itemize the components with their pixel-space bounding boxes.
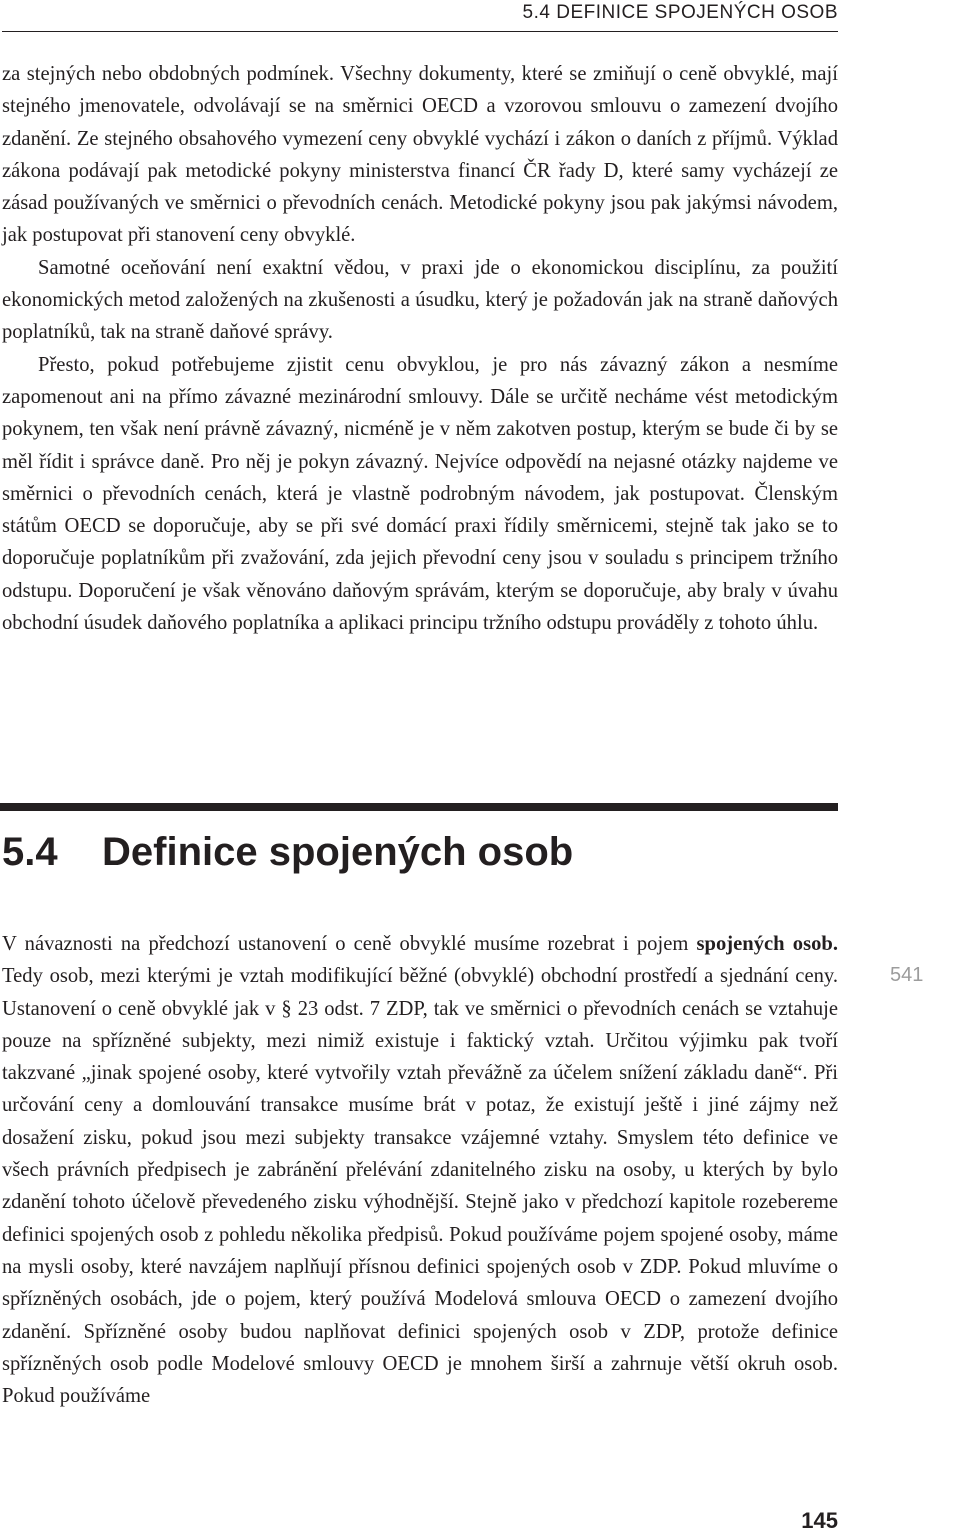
section-title: Definice spojených osob	[102, 830, 574, 874]
body-text-top	[2, 58, 838, 639]
paragraph-rest: Tedy osob, mezi kterými je vztah modifikující běžné (obvyklé) obchodní prostředí a sjednání ceny. Ustanovení o ceně obvyklé jak v § 23 odst. 7 ZDP, tak ve směrnici o převodních cenách se vztahuje pouze na spřízněné subjekty, mezi nimiž existuje i faktický vztah. Určitou výjimku pak tvoří takzvané „jinak spojené osoby, které vytvořily vztah převážně za účelem snížení základu daně“. Při určování ceny a domlouvání transakce musíme brát v potaz, že existují ještě i jiné zájmy než dosažení zisku, pokud jsou mezi subjekty transakce vzájemné vztahy. Smyslem této definice ve všech právních předpisech je zabránění přelévání zdanitelného zisku na osoby, u kterých by bylo zdanění tohoto účelově převedeného zisku výhodnější. Stejně jako v předchozí kapitole rozebereme definici spojených osob z pohledu několika předpisů. Pokud používáme pojem spojené osoby, máme na mysli osoby, které navzájem naplňují přísnou definici spojených osob v ZDP. Pokud mluvíme o spřízněných osobách, jde o pojem, který používá Modelová smlouva OECD o zamezení dvojího zdanění. Spřízněné osoby budou naplňovat definici spojených osob v ZDP, protože definice spřízněných osob podle Modelové smlouvy OECD je mnohem širší a zahrnuje větší okruh osob. Pokud používáme	[2, 965, 838, 1408]
running-head: 5.4 DEFINICE SPOJENÝCH OSOB	[522, 2, 838, 23]
paragraph-1: za stejných nebo obdobných podmínek. Všechny dokumenty, které se zmiňují o ceně obvyklé, mají stejného jmenovatele, odvolávají se na směrnici OECD a vzorovou smlouvu o zamezení dvojího zdanění. Ze stejného obsahového vymezení ceny obvyklé vychází i zákon o daních z příjmů. Výklad zákona podávají pak metodické pokyny ministerstva financí ČR řady D, které samy vycházejí ze zásad používaných ve směrnici o převodních cenách. Metodické pokyny jsou pak jakýmsi návodem, jak postupovat při stanovení ceny obvyklé.	[2, 63, 838, 247]
paragraph-section	[2, 928, 838, 1412]
defined-term: spojených osob.	[696, 933, 839, 955]
margin-number: 541	[890, 964, 924, 986]
section-rule	[0, 803, 838, 811]
header-rule	[2, 31, 838, 32]
page-number: 145	[801, 1508, 838, 1533]
section-number: 5.4	[2, 830, 58, 874]
paragraph-lead: V návaznosti na předchozí ustanovení o ceně obvyklé musíme rozebrat i pojem	[2, 933, 697, 955]
body-text-bottom	[2, 928, 838, 1412]
section-heading	[2, 826, 573, 878]
paragraph-2: Samotné oceňování není exaktní vědou, v praxi jde o ekonomickou disciplínu, za použití ekonomických metod založených na zkušenosti a úsudku, který je požadován jak na straně daňových poplatníků, tak na straně daňové správy.	[2, 256, 838, 344]
paragraph-3: Přesto, pokud potřebujeme zjistit cenu obvyklou, je pro nás závazný zákon a nesmíme zapomenout ani na přímo závazné mezinárodní smlouvy. Dále se určitě necháme vést metodickým pokynem, ten však není právně závazný, nicméně je v něm zakotven postup, kterým se bude či by se měl řídit i správce daně. Pro něj je pokyn závazný. Nejvíce odpovědí na nejasné otázky najdeme ve směrnici o převodních cenách, která je vlastně podrobným návodem, jak postupovat. Členským státům OECD se doporučuje, aby se při své domácí praxi řídily směrnicemi, stejně tak jako se to doporučuje poplatníkům při zvažování, zda jejich převodní ceny jsou v souladu s principem tržního odstupu. Doporučení je však věnováno daňovým správám, kterým se doporučuje, aby braly v úvahu obchodní úsudek daňového poplatníka a aplikaci principu tržního odstupu prováděly z tohoto úhlu.	[2, 353, 838, 635]
